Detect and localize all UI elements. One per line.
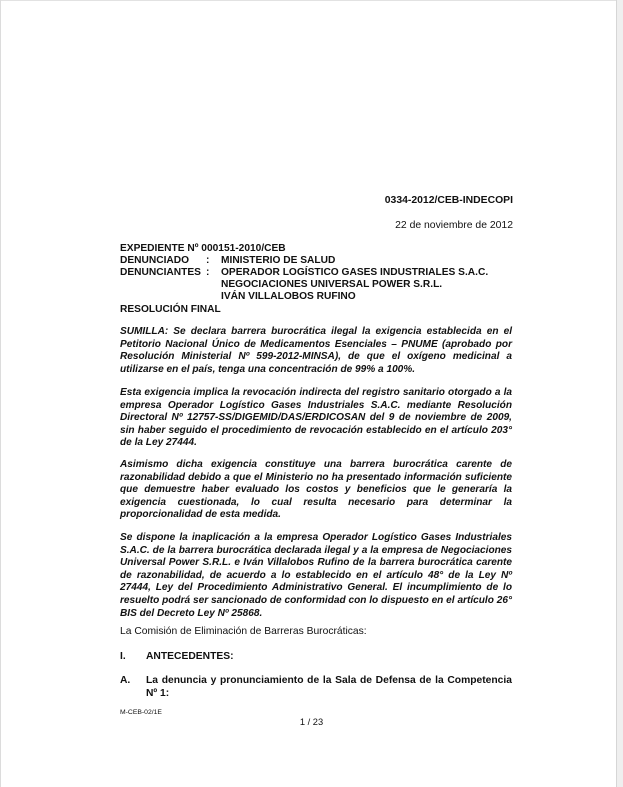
page-right-edge <box>616 0 623 787</box>
expediente-line: EXPEDIENTE Nº 000151-2010/CEB <box>120 243 286 254</box>
subsection-heading <box>120 675 512 700</box>
resolution-type: RESOLUCIÓN FINAL <box>120 304 221 315</box>
page-number: 1 / 23 <box>299 717 324 727</box>
denunciante-3: IVÁN VILLALOBOS RUFINO <box>221 291 356 302</box>
commission-line: La Comisión de Eliminación de Barreras Burocráticas: <box>120 626 367 637</box>
summary-paragraph-1: SUMILLA: Se declara barrera burocrática ilegal la exigencia establecida en el Petitorio Nacional Único de Medicamentos Esenciales – PNUME (aprobado por Resolución Ministerial Nº 599-2012-MINSA), de que el oxígeno medicinal a utilizarse en el país, tenga una concentración de 99% a 100%. <box>120 326 512 375</box>
resolution-date: 22 de noviembre de 2012 <box>395 220 513 231</box>
summary-paragraph-2: Esta exigencia implica la revocación indirecta del registro sanitario otorgado a la empresa Operador Logístico Gases Industriales S.A.C. mediante Resolución Directoral Nº 12757-SS/DIGEMID/DAS/ERDICOSAN del 9 de noviembre de 2009, sin haber seguido el procedimiento de revocación establecido en el artículo 203° de la Ley 27444. <box>120 387 512 449</box>
summary-paragraph-3: Asimismo dicha exigencia constituye una barrera burocrática carente de razonabilidad debido a que el Ministerio no ha presentado información suficiente que demuestre haber evaluado los costos y beneficios que le generaría la exigencia cuestionada, lo cual resulta necesario para determinar la proporcionalidad de esta medida. <box>120 459 512 521</box>
denunciante-1: OPERADOR LOGÍSTICO GASES INDUSTRIALES S.A.C. <box>221 267 489 278</box>
summary-paragraph-4: Se dispone la inaplicación a la empresa Operador Logístico Gases Industriales S.A.C. de la barrera burocrática declarada ilegal y a la empresa de Negociaciones Universal Power S.R.L. e Iván Villalobos Rufino de la barrera burocrática carente de razonabilidad, de acuerdo a lo establecido en el artículo 48° de la Ley Nº 27444, Ley del Procedimiento Administrativo General. El incumplimiento de lo resuelto podrá ser sancionado de conformidad con lo dispuesto en el artículo 26° BIS del Decreto Ley Nº 25868. <box>120 532 512 619</box>
section-heading <box>120 651 234 662</box>
denunciantes-colon: : <box>206 267 210 278</box>
denunciantes-line <box>120 267 488 279</box>
section-title: ANTECEDENTES: <box>146 651 234 662</box>
subsection-mark: A. <box>120 675 131 686</box>
denunciantes-label: DENUNCIANTES <box>120 267 201 278</box>
resolution-number: 0334-2012/CEB-INDECOPI <box>384 195 513 206</box>
denunciado-colon: : <box>206 255 210 266</box>
page-top-edge <box>0 0 623 1</box>
subsection-title: La denuncia y pronunciamiento de la Sala de Defensa de la Competencia Nº 1: <box>146 675 512 699</box>
section-mark: I. <box>120 651 126 662</box>
denunciante-2: NEGOCIACIONES UNIVERSAL POWER S.R.L. <box>221 279 443 290</box>
footer-form-code: M-CEB-02/1E <box>120 709 162 716</box>
denunciado-line <box>120 255 335 267</box>
page-left-edge <box>0 0 1 787</box>
denunciado-value: MINISTERIO DE SALUD <box>221 255 336 266</box>
denunciado-label: DENUNCIADO <box>120 255 190 266</box>
